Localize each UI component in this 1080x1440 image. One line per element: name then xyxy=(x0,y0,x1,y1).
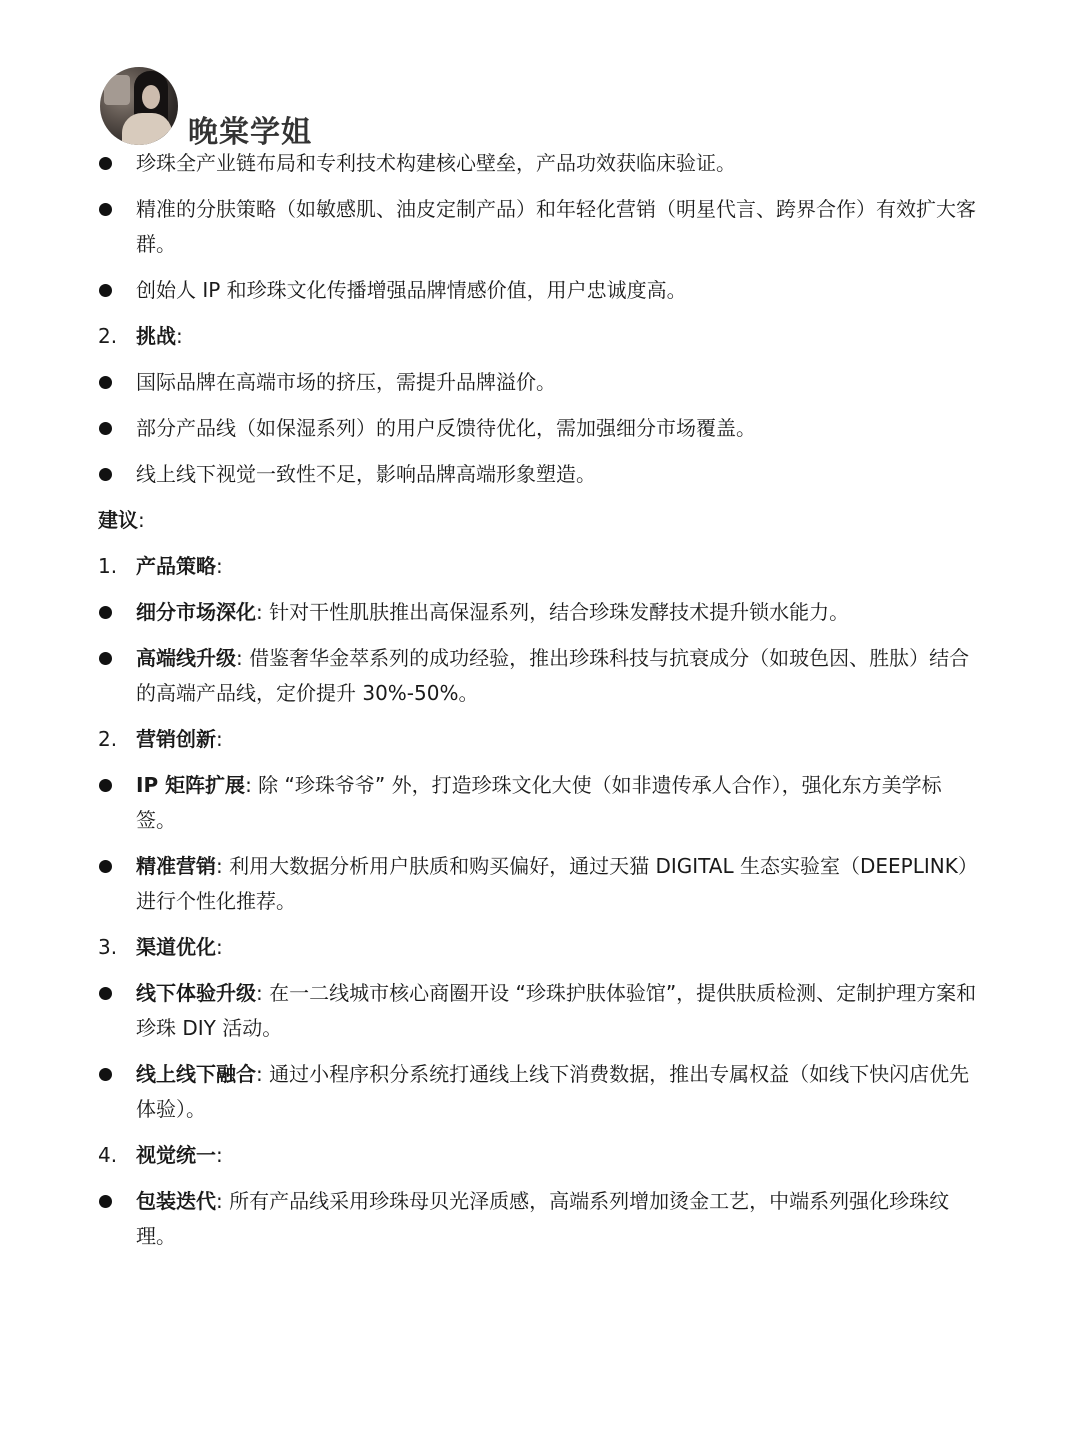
item-text: 部分产品线（如保湿系列）的用户反馈待优化，需加强细分市场覆盖。 xyxy=(136,416,756,440)
list-number: 2. xyxy=(98,324,118,348)
bold-label: 产品策略 xyxy=(136,554,216,578)
bullet-item xyxy=(98,192,978,262)
bold-label: 细分市场深化 xyxy=(136,600,256,624)
numbered-heading xyxy=(98,549,978,584)
bullet-item xyxy=(98,768,978,838)
bullet-item xyxy=(98,457,978,492)
section-heading xyxy=(98,503,978,538)
bullet-item xyxy=(98,1057,978,1127)
bullet-item xyxy=(98,595,978,630)
item-text: : 在一二线城市核心商圈开设 “珍珠护肤体验馆”，提供肤质检测、定制护理方案和珍珠 DIY 活动。 xyxy=(136,981,977,1040)
bold-label: 线上线下融合 xyxy=(136,1062,256,1086)
bold-label: 精准营销 xyxy=(136,854,216,878)
numbered-heading xyxy=(98,722,978,757)
item-text: 珍珠全产业链布局和专利技术构建核心壁垒，产品功效获临床验证。 xyxy=(136,151,736,175)
bullet-item xyxy=(98,849,978,919)
item-text: : xyxy=(216,1143,223,1167)
bullet-item xyxy=(98,1184,978,1254)
item-text: 创始人 IP 和珍珠文化传播增强品牌情感价值，用户忠诚度高。 xyxy=(136,278,687,302)
bullet-item xyxy=(98,976,978,1046)
bullet-item xyxy=(98,411,978,446)
document-body xyxy=(98,146,978,1265)
numbered-heading xyxy=(98,319,978,354)
bullet-item xyxy=(98,273,978,308)
item-text: 线上线下视觉一致性不足，影响品牌高端形象塑造。 xyxy=(136,462,596,486)
bold-label: 建议 xyxy=(98,508,138,532)
bold-label: 高端线升级 xyxy=(136,646,236,670)
bold-label: 线下体验升级 xyxy=(136,981,256,1005)
item-text: : 针对干性肌肤推出高保湿系列，结合珍珠发酵技术提升锁水能力。 xyxy=(256,600,850,624)
item-text: : xyxy=(176,324,183,348)
list-number: 1. xyxy=(98,554,118,578)
author-avatar[interactable] xyxy=(100,67,178,145)
item-text: : 利用大数据分析用户肤质和购买偏好，通过天猫 DIGITAL 生态实验室（DEEPLINK）进行个性化推荐。 xyxy=(136,854,978,913)
author-name: 晚棠学姐 xyxy=(188,115,312,150)
item-text: : xyxy=(216,727,223,751)
list-number: 2. xyxy=(98,727,118,751)
bullet-item xyxy=(98,365,978,400)
bold-label: 营销创新 xyxy=(136,727,216,751)
bullet-item xyxy=(98,641,978,711)
item-text: : xyxy=(216,935,223,959)
bullet-item xyxy=(98,146,978,181)
item-text: 国际品牌在高端市场的挤压，需提升品牌溢价。 xyxy=(136,370,556,394)
numbered-heading xyxy=(98,930,978,965)
item-text: : 除 “珍珠爷爷” 外，打造珍珠文化大使（如非遗传承人合作），强化东方美学标签。 xyxy=(136,773,942,832)
list-number: 3. xyxy=(98,935,118,959)
bold-label: 挑战 xyxy=(136,324,176,348)
item-text: : 所有产品线采用珍珠母贝光泽质感，高端系列增加烫金工艺，中端系列强化珍珠纹理。 xyxy=(136,1189,950,1248)
bold-label: 包装迭代 xyxy=(136,1189,216,1213)
author-header xyxy=(100,67,500,150)
bold-label: 渠道优化 xyxy=(136,935,216,959)
item-text: : xyxy=(216,554,223,578)
item-text: 精准的分肤策略（如敏感肌、油皮定制产品）和年轻化营销（明星代言、跨界合作）有效扩大客群。 xyxy=(136,197,976,256)
bold-label: 视觉统一 xyxy=(136,1143,216,1167)
item-text: : 通过小程序积分系统打通线上线下消费数据，推出专属权益（如线下快闪店优先体验）。 xyxy=(136,1062,970,1121)
item-text: : xyxy=(138,508,145,532)
list-number: 4. xyxy=(98,1143,118,1167)
item-text: : 借鉴奢华金萃系列的成功经验，推出珍珠科技与抗衰成分（如玻色因、胜肽）结合的高端产品线，定价提升 30%-50%。 xyxy=(136,646,970,705)
bold-label: IP 矩阵扩展 xyxy=(136,773,246,797)
numbered-heading xyxy=(98,1138,978,1173)
